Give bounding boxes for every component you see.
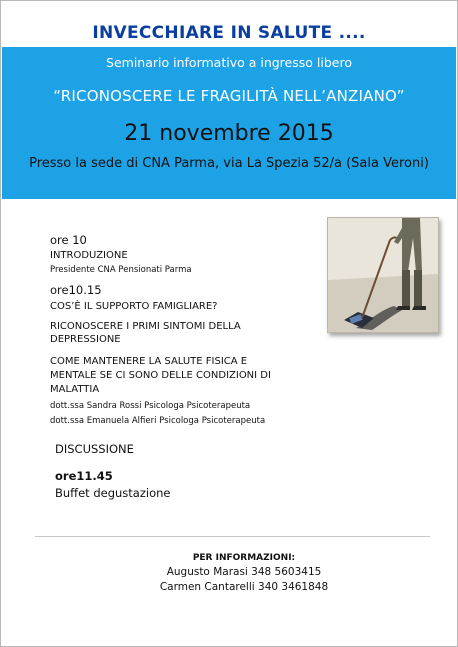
section-divider bbox=[35, 536, 430, 537]
topic-depression-line2: DEPRESSIONE bbox=[50, 334, 121, 345]
contact-marasi: Augusto Marasi 348 5603415 bbox=[166, 566, 322, 578]
slot1-time: ore 10 bbox=[50, 233, 87, 247]
speaker-alfieri: dott.ssa Emanuela Alfieri Psicologa Psicoterapeuta bbox=[50, 416, 266, 426]
elderly-man-with-cane-image bbox=[328, 218, 438, 332]
topic-health-line3: MALATTIA bbox=[50, 384, 100, 395]
speaker-rossi: dott.ssa Sandra Rossi Psicologa Psicoterapeuta bbox=[50, 401, 251, 411]
event-venue: Presso la sede di CNA Parma, via La Spezia 52/a (Sala Veroni) bbox=[29, 156, 429, 171]
slot3-time: ore11.45 bbox=[55, 469, 113, 483]
event-banner bbox=[2, 47, 456, 199]
flyer-title: INVECCHIARE IN SALUTE .... bbox=[92, 23, 366, 43]
elderly-illustration bbox=[327, 217, 439, 333]
contact-cantarelli: Carmen Cantarelli 340 3461848 bbox=[159, 581, 329, 593]
topic-health-line1: COME MANTENERE LA SALUTE FISICA E bbox=[50, 356, 248, 367]
topic-health-line2: MENTALE SE CI SONO DELLE CONDIZIONI DI bbox=[50, 370, 271, 381]
slot2-time: ore10.15 bbox=[50, 283, 102, 297]
event-date: 21 novembre 2015 bbox=[124, 121, 334, 146]
topic-family-support: COS’È IL SUPPORTO FAMIGLIARE? bbox=[50, 301, 218, 312]
discussion: DISCUSSIONE bbox=[55, 442, 134, 456]
slot1-title: INTRODUZIONE bbox=[50, 250, 128, 261]
slot3-title: Buffet degustazione bbox=[55, 486, 171, 500]
topic-depression-line1: RICONOSCERE I PRIMI SINTOMI DELLA bbox=[50, 321, 241, 332]
slot1-speaker: Presidente CNA Pensionati Parma bbox=[50, 265, 192, 275]
banner-subtitle: Seminario informativo a ingresso libero bbox=[106, 55, 352, 70]
event-title: “RICONOSCERE LE FRAGILITÀ NELL’ANZIANO” bbox=[53, 87, 405, 105]
contacts-heading: PER INFORMAZIONI: bbox=[192, 553, 296, 563]
